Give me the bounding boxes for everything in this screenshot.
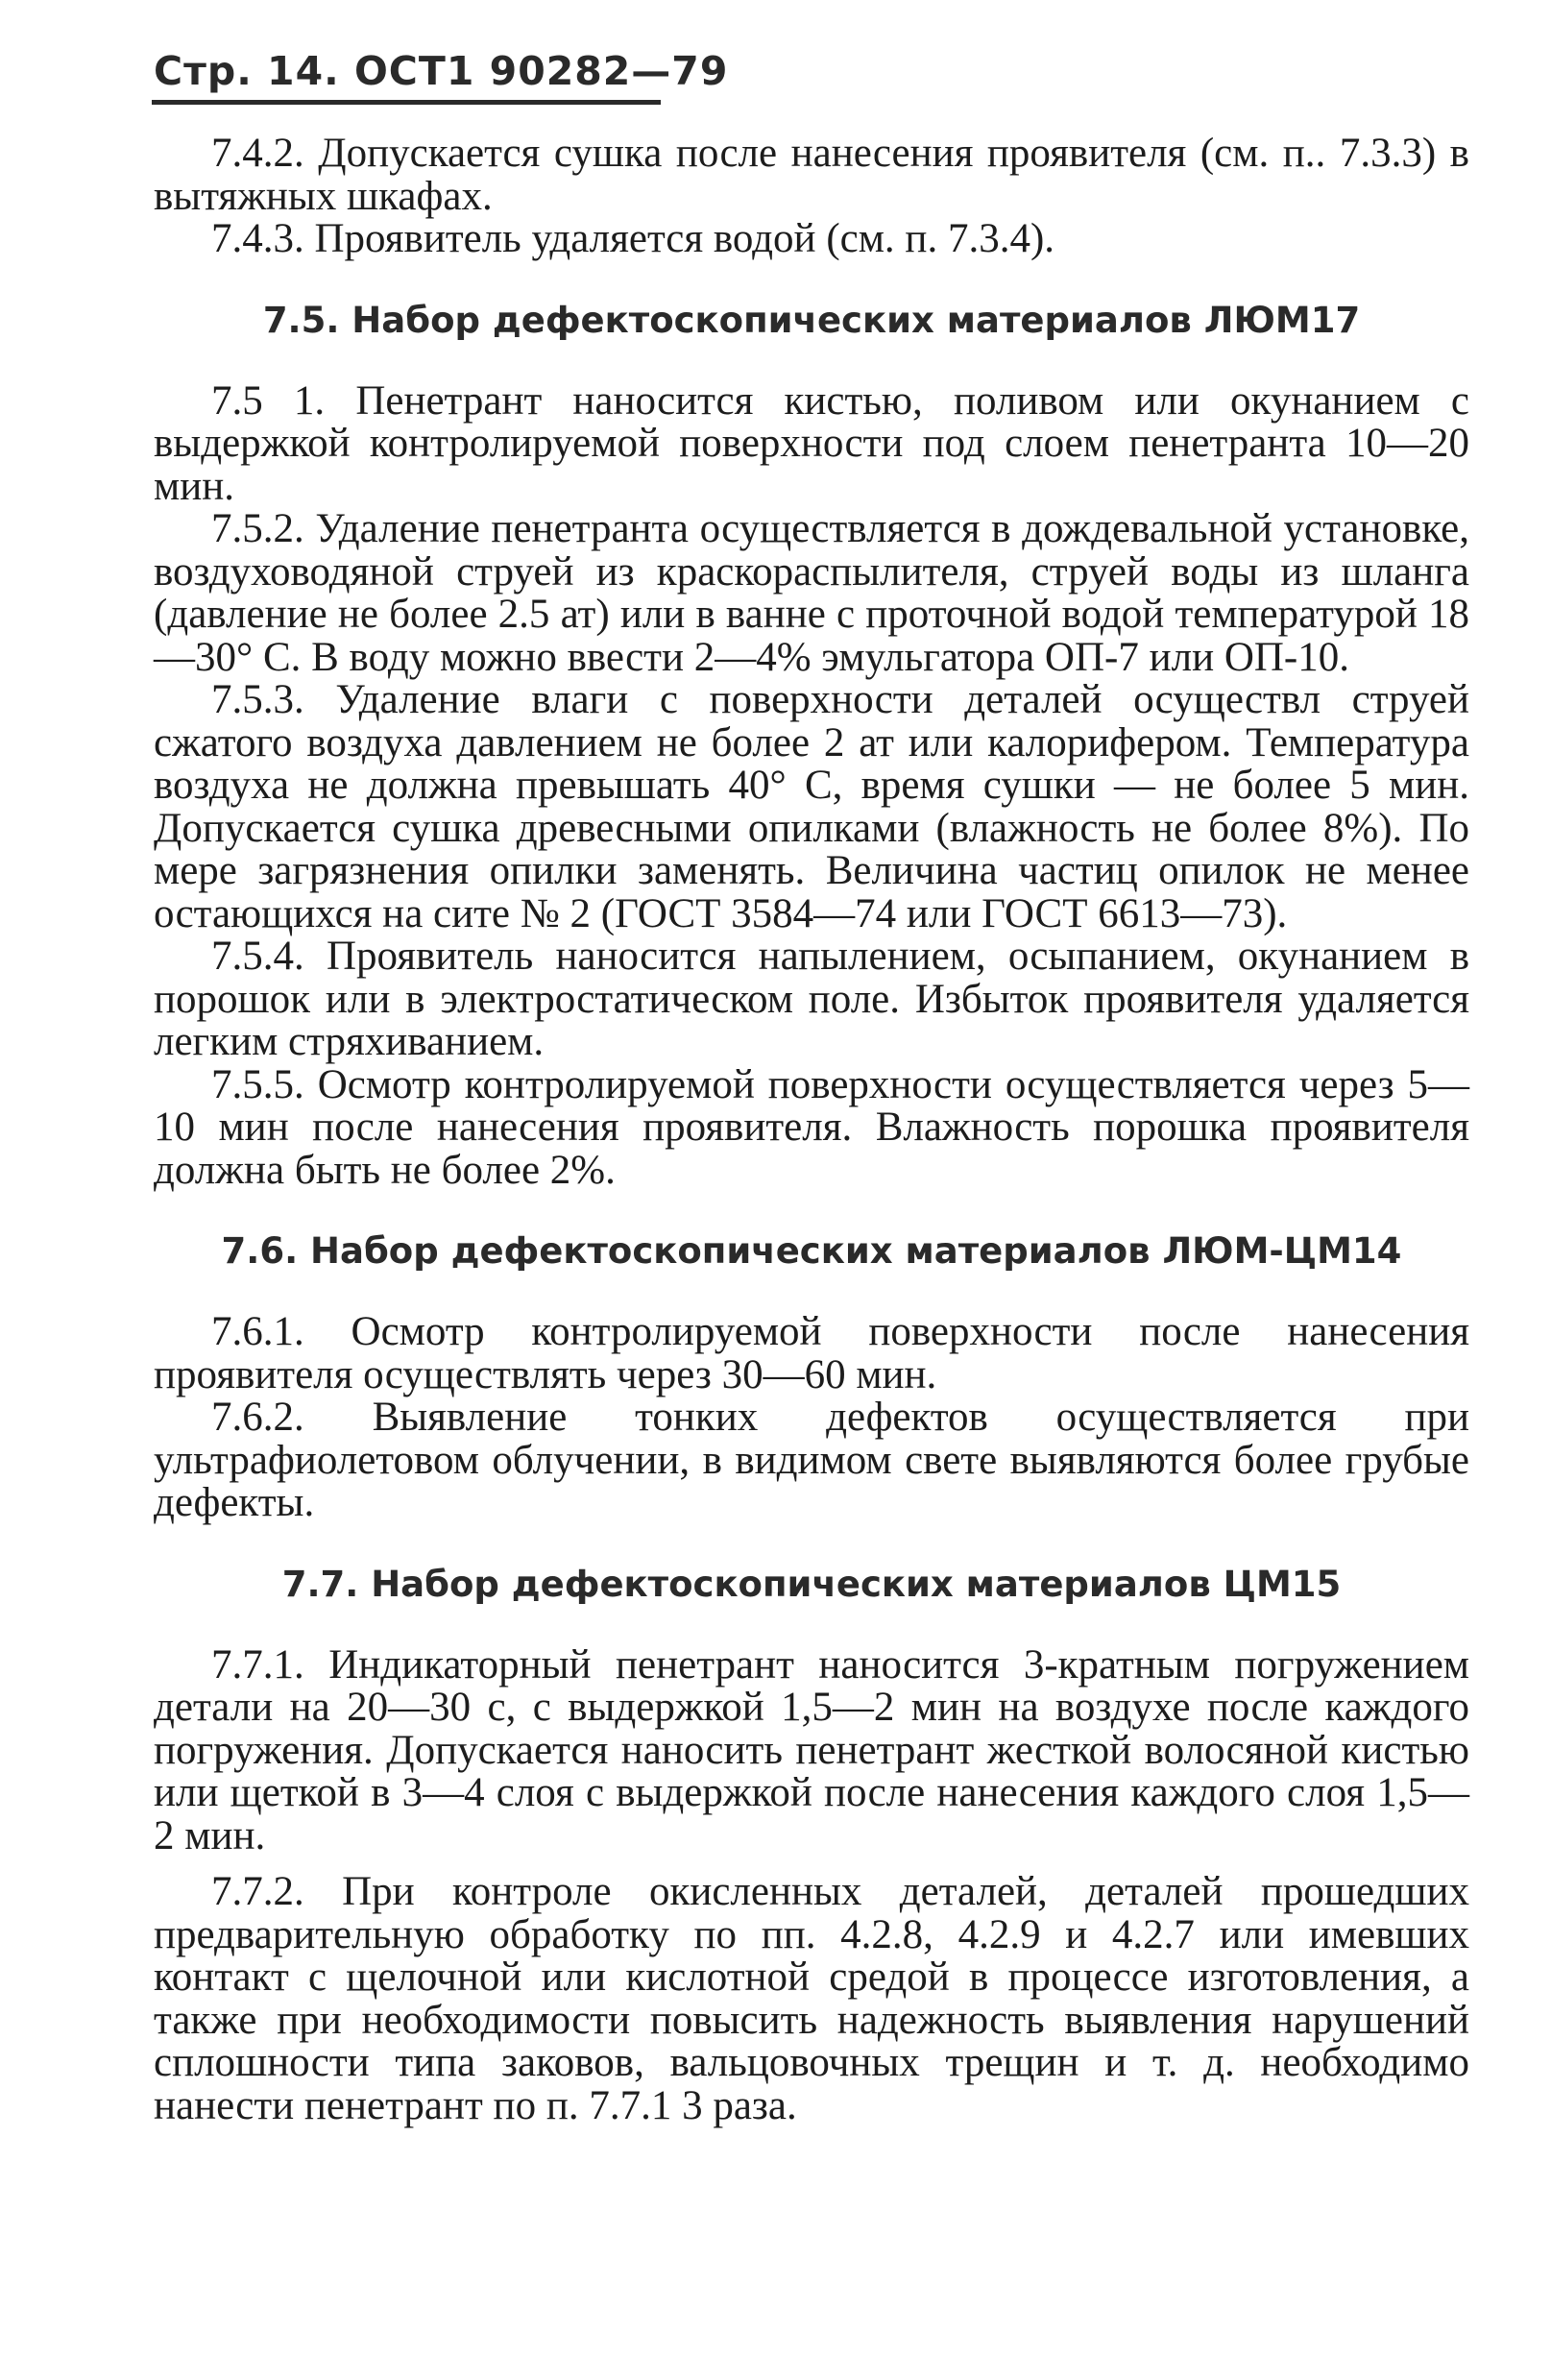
paragraph-7-6-1: 7.6.1. Осмотр контролируемой поверхности после нанесения проявителя осуществлять через 30—60 мин. — [154, 1309, 1469, 1397]
section-heading-7-5: 7.5. Набор дефектоскопических материалов ЛЮМ17 — [262, 299, 1361, 341]
paragraph-7-5-4: 7.5.4. Проявитель наносится напылением, осыпанием, окунанием в порошок или в электростатическом поле. Избыток проявителя удаляется легким стряхиванием. — [154, 934, 1469, 1064]
paragraph-7-6-2: 7.6.2. Выявление тонких дефектов осуществляется при ультрафиолетовом облучении, в видимом свете выявляются более грубые дефекты. — [154, 1395, 1469, 1525]
section-heading-7-6: 7.6. Набор дефектоскопических материалов ЛЮМ-ЦМ14 — [221, 1230, 1402, 1272]
paragraph-7-7-2: 7.7.2. При контроле окисленных деталей, деталей прошедших предварительную обработку по пп. 4.2.8, 4.2.9 и 4.2.7 или имевших контакт с щелочной или кислотной средой в процессе изготовления, а также при необходимости повысить надежность выявления нарушений сплошности типа заковов, вальцовочных трещин и т. д. необходимо нанести пенетрант по п. 7.7.1 3 раза. — [154, 1869, 1469, 2128]
paragraph-7-5-1: 7.5 1. Пенетрант наносится кистью, поливом или окунанием с выдержкой контролируемой поверхности под слоем пенетранта 10—20 мин. — [154, 377, 1469, 509]
page-header: Стр. 14. ОСТ1 90282—79 — [154, 48, 729, 94]
paragraph-7-5-5: 7.5.5. Осмотр контролируемой поверхности осуществляется через 5—10 мин после нанесения проявителя. Влажность порошка проявителя должна быть не более 2%. — [154, 1061, 1469, 1193]
header-rule — [152, 100, 661, 105]
paragraph-7-5-3: 7.5.3. Удаление влаги с поверхности деталей осуществл струей сжатого воздуха давлением не более 2 ат или калорифером. Температура воздуха не должна превышать 40° С, время сушки — не более 5 мин. Допускается сушка древесными опилками (влажность не более 8%). По мере загрязнения опилки заменять. Величина частиц опилок не менее остающихся на сите № 2 (ГОСТ 3584—74 или ГОСТ 6613—73). — [154, 677, 1469, 936]
paragraph-7-4-2: 7.4.2. Допускается сушка после нанесения проявителя (см. п.. 7.3.3) в вытяжных шкафах. — [154, 131, 1469, 219]
paragraph-7-5-2: 7.5.2. Удаление пенетранта осуществляется в дождевальной установке, воздуховодяной струей из краскораспылителя, струей воды из шланга (давление не более 2.5 ат) или в ванне с проточной водой температурой 18—30° С. В воду можно ввести 2—4% эмульгатора ОП-7 или ОП-10. — [154, 506, 1469, 680]
section-heading-7-7: 7.7. Набор дефектоскопических материалов ЦМ15 — [281, 1563, 1342, 1605]
paragraph-7-4-3: 7.4.3. Проявитель удаляется водой (см. п. 7.3.4). — [211, 216, 1055, 261]
paragraph-7-7-1: 7.7.1. Индикаторный пенетрант наносится 3-кратным погружением детали на 20—30 с, с выдержкой 1,5—2 мин на воздухе после каждого погружения. Допускается наносить пенетрант жесткой волосяной кистью или щеткой в 3—4 слоя с выдержкой после нанесения каждого слоя 1,5—2 мин. — [154, 1641, 1469, 1858]
document-body — [154, 133, 1469, 2127]
